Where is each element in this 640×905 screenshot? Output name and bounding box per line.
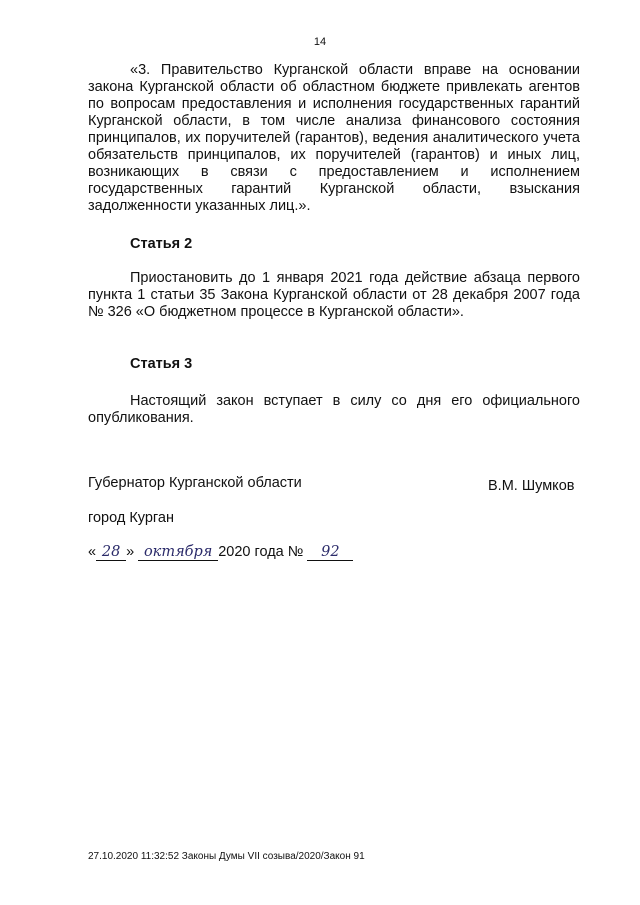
handwritten-day: 28 bbox=[96, 544, 126, 561]
date-and-number-line bbox=[88, 544, 353, 561]
close-quote: » bbox=[126, 544, 135, 560]
article-2-text: Приостановить до 1 января 2021 года действие абзаца первого пункта 1 статьи 35 Закона Курганской области от 28 декабря 2007 года № 326 «О бюджетном процессе в Курганской области». bbox=[88, 270, 580, 320]
handwritten-month: октября bbox=[138, 544, 218, 561]
open-quote: « bbox=[88, 544, 97, 560]
city-name: город Курган bbox=[88, 510, 174, 526]
handwritten-law-number: 92 bbox=[307, 544, 353, 561]
article-3-text: Настоящий закон вступает в силу со дня его официального опубликования. bbox=[88, 393, 580, 426]
article-2-heading: Статья 2 bbox=[130, 236, 193, 252]
page-number: 14 bbox=[313, 36, 327, 48]
signer-name: В.М. Шумков bbox=[488, 478, 575, 494]
year-and-number-label: 2020 года № bbox=[218, 544, 304, 560]
amendment-paragraph: «3. Правительство Курганской области вправе на основании закона Курганской области об областном бюджете привлекать агентов по вопросам предоставления и исполнения государственных гарантий Курганской области, в том числе анализа финансового состояния принципалов, их поручителей (гарантов), ведения аналитического учета обязательств принципалов, их поручителей (гарантов) и иных лиц, возникающих в связи с предоставлением и исполнением государственных гарантий Курганской области, взыскания задолженности указанных лиц.». bbox=[88, 62, 580, 214]
article-3-heading: Статья 3 bbox=[130, 356, 193, 372]
document-footer: 27.10.2020 11:32:52 Законы Думы VII созыва/2020/Закон 91 bbox=[88, 851, 365, 862]
signer-title: Губернатор Курганской области bbox=[88, 475, 302, 491]
